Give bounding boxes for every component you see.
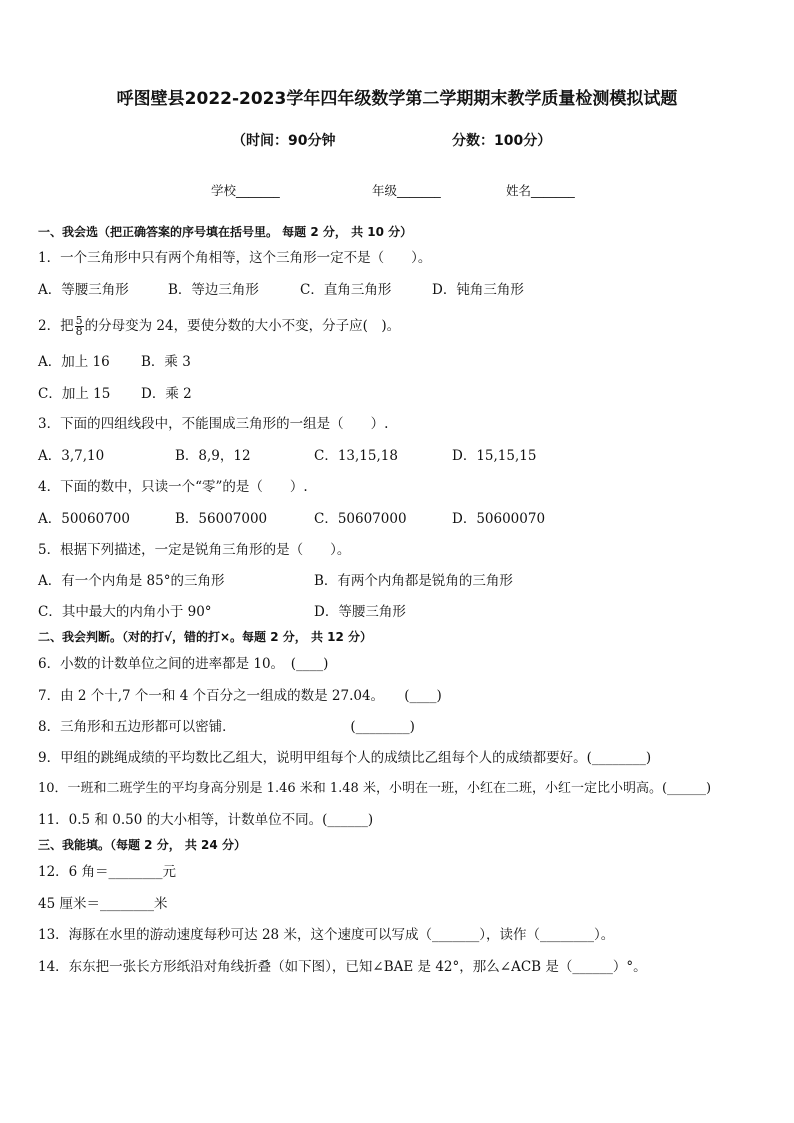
q1-option-d: D．钝角三角形 (432, 282, 524, 298)
q2-option-c: C．加上 15 (38, 386, 111, 402)
q1-option-a: A．等腰三角形 (38, 282, 129, 298)
question-7: 7．由 2 个十,7 个一和 4 个百分之一组成的数是 27.04。 (____) (38, 688, 442, 704)
q5-option-d: D．等腰三角形 (314, 604, 406, 620)
section-2-heading: 二、我会判断。（对的打√，错的打×。每题 2 分， 共 12 分） (38, 630, 372, 644)
q4-option-b: B．56007000 (175, 511, 268, 527)
fraction (75, 316, 84, 337)
section-3-heading: 三、我能填。（每题 2 分， 共 24 分） (38, 838, 246, 852)
question-5: 5．根据下列描述，一定是锐角三角形的是（ ）。 (38, 542, 351, 558)
section-1-heading: 一、我会选（把正确答案的序号填在括号里。 每题 2 分， 共 10 分） (38, 225, 413, 239)
q4-option-d: D．50600070 (452, 511, 546, 527)
question-12-part-2: 45 厘米＝________米 (38, 896, 168, 912)
question-8: 8．三角形和五边形都可以密铺． (________) (38, 719, 415, 735)
page-title: 呼图壁县2022-2023学年四年级数学第二学期期末教学质量检测模拟试题 (116, 89, 678, 109)
q1-option-b: B．等边三角形 (168, 282, 259, 298)
q4-option-a: A．50060700 (38, 511, 130, 527)
question-13: 13．海豚在水里的游动速度每秒可达 28 米，这个速度可以写成（_______），读作（________）。 (38, 927, 615, 943)
question-12-part-1: 12．6 角＝________元 (38, 864, 177, 880)
name-field: 姓名_______ (506, 183, 575, 198)
question-9: 9．甲组的跳绳成绩的平均数比乙组大，说明甲组每个人的成绩比乙组每个人的成绩都要好。(________) (38, 750, 652, 766)
question-4: 4．下面的数中，只读一个“零”的是（ ）. (38, 479, 308, 495)
q2-option-a: A．加上 16 (38, 354, 110, 370)
question-14: 14．东东把一张长方形纸沿对角线折叠（如下图），已知∠BAE 是 42°，那么∠ACB 是（______）°。 (38, 959, 647, 975)
q1-option-c: C．直角三角形 (300, 282, 392, 298)
q2-stem-before: 2．把 (38, 318, 74, 334)
question-2 (38, 316, 400, 337)
q2-stem-after: 的分母变为 24，要使分数的大小不变，分子应( )。 (84, 318, 401, 334)
q3-option-b: B．8,9，12 (175, 448, 251, 464)
q2-option-d: D．乘 2 (141, 386, 192, 402)
question-3: 3．下面的四组线段中，不能围成三角形的一组是（ ）. (38, 416, 389, 432)
grade-field: 年级_______ (372, 183, 441, 198)
question-6: 6．小数的计数单位之间的进率都是 10。 (____) (38, 656, 329, 672)
question-11: 11．0.5 和 0.50 的大小相等，计数单位不同。(______) (38, 812, 374, 828)
q2-option-b: B．乘 3 (141, 354, 191, 370)
school-field: 学校_______ (211, 183, 280, 198)
exam-time: （时间：90分钟 (232, 133, 336, 149)
exam-score: 分数：100分） (452, 133, 552, 149)
q5-option-b: B．有两个内角都是锐角的三角形 (314, 573, 513, 589)
q3-option-a: A．3,7,10 (38, 448, 105, 464)
q3-option-c: C．13,15,18 (314, 448, 398, 464)
fraction-denominator: 8 (75, 325, 83, 338)
question-1: 1．一个三角形中只有两个角相等，这个三角形一定不是（ ）。 (38, 250, 432, 266)
question-10: 10．一班和二班学生的平均身高分别是 1.46 米和 1.48 米，小明在一班，小红在二班，小红一定比小明高。(______) (38, 781, 712, 796)
q4-option-c: C．50607000 (314, 511, 407, 527)
q5-option-a: A．有一个内角是 85°的三角形 (38, 573, 225, 589)
q3-option-d: D．15,15,15 (452, 448, 537, 464)
fraction-numerator: 5 (75, 314, 83, 327)
q5-option-c: C．其中最大的内角小于 90° (38, 604, 212, 620)
